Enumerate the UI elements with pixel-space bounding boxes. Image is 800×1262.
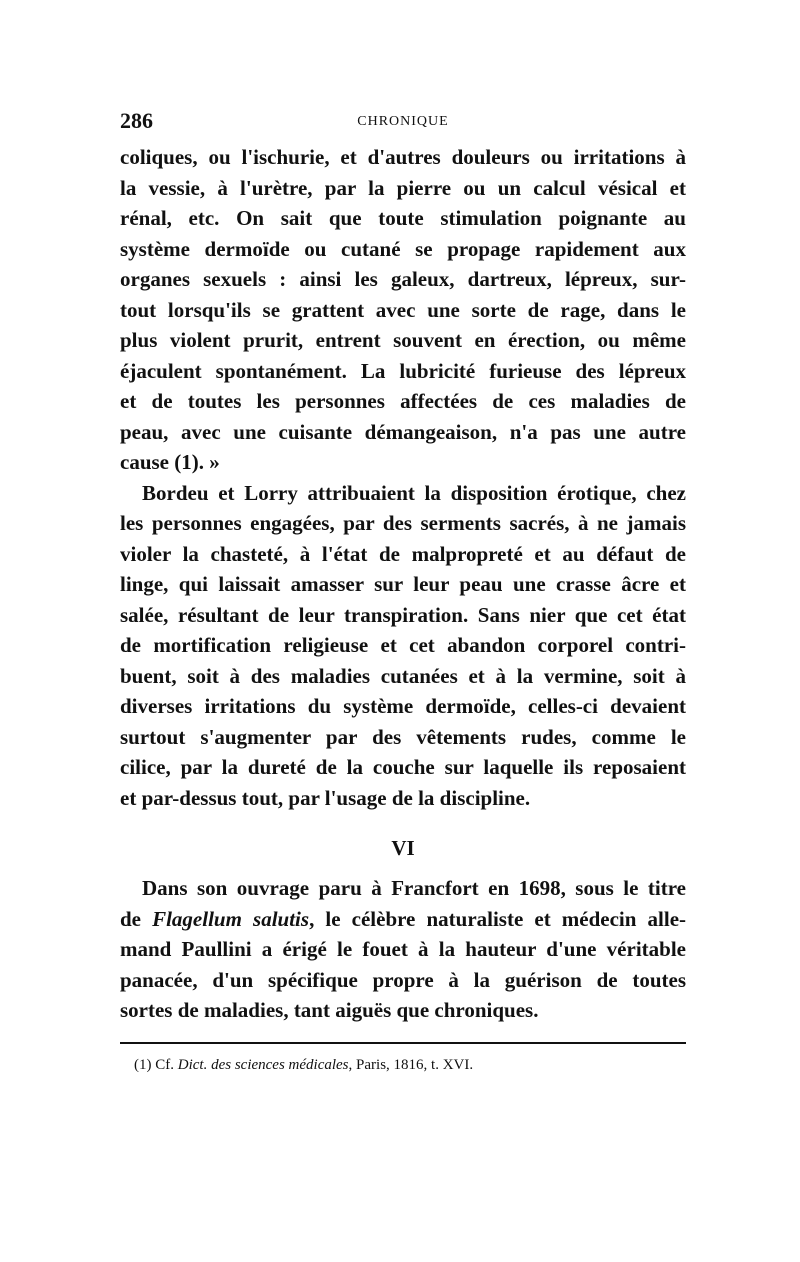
page-number: 286 <box>120 108 153 133</box>
paragraph-2 <box>120 478 686 814</box>
text-line: peau, avec une cuisante démangeaison, n'a pas une autre <box>120 419 686 444</box>
text-line: diverses irritations du système dermoïde, celles-ci devaient <box>120 694 686 718</box>
text-line: éjaculent spontanément. La lubricité furieuse des lépreux <box>120 358 686 383</box>
text-line: linge, qui laissait amasser sur leur peau une crasse âcre et <box>120 572 686 596</box>
section-heading: VI <box>391 836 415 860</box>
page-header <box>120 108 686 142</box>
paragraph-3 <box>120 873 686 1026</box>
text-fragment: , le célèbre naturaliste et médecin alle- <box>309 906 687 931</box>
text-line: salée, résultant de leur transpiration. Sans nier que cet état <box>120 602 686 627</box>
text-fragment: de <box>120 906 153 931</box>
text-line: sortes de maladies, tant aiguës que chroniques. <box>120 998 539 1022</box>
text-line: les personnes engagées, par des serments sacrés, à ne jamais <box>120 511 686 535</box>
text-line: cause (1). » <box>120 450 220 474</box>
text-line: tout lorsqu'ils se grattent avec une sorte de rage, dans le <box>120 297 686 322</box>
text-line: violer la chasteté, à l'état de malpropreté et au défaut de <box>120 541 686 566</box>
footnote-source-title: Dict. des sciences médicales <box>177 1056 349 1073</box>
text-line: coliques, ou l'ischurie, et d'autres douleurs ou irritations à <box>120 145 686 169</box>
document-page <box>120 108 686 1076</box>
paragraph-1 <box>120 142 686 478</box>
book-title: Flagellum salutis <box>152 906 310 931</box>
text-line: de mortification religieuse et cet abandon corporel contri- <box>120 633 686 657</box>
footnote-rule <box>120 1042 686 1044</box>
text-line: surtout s'augmenter par des vêtements rudes, comme le <box>120 724 686 749</box>
text-line: mand Paullini a érigé le fouet à la hauteur d'une véritable <box>120 937 686 961</box>
text-line: rénal, etc. On sait que toute stimulation poignante au <box>120 206 686 230</box>
text-line: buent, soit à des maladies cutanées et à la vermine, soit à <box>120 663 686 688</box>
footnote <box>120 1054 686 1076</box>
footnote-details: , Paris, 1816, t. XVI. <box>348 1056 474 1073</box>
text-line: panacée, d'un spécifique propre à la guérison de toutes <box>120 967 686 992</box>
text-line: et par-dessus tout, par l'usage de la discipline. <box>120 785 531 810</box>
text-line: Dans son ouvrage paru à Francfort en 1698, sous le titre <box>142 876 686 900</box>
text-line: organes sexuels : ainsi les galeux, dartreux, lépreux, sur- <box>120 267 686 291</box>
text-line: système dermoïde ou cutané se propage rapidement aux <box>120 236 686 261</box>
text-line: Bordeu et Lorry attribuaient la disposition érotique, chez <box>142 480 686 505</box>
text-line: et de toutes les personnes affectées de ces maladies de <box>120 389 686 413</box>
running-head: CHRONIQUE <box>357 114 449 129</box>
text-line: la vessie, à l'urètre, par la pierre ou un calcul vésical et <box>120 175 686 200</box>
text-line: plus violent prurit, entrent souvent en érection, ou même <box>120 328 686 352</box>
text-line: cilice, par la dureté de la couche sur laquelle ils reposaient <box>120 755 686 779</box>
text-line <box>120 904 686 935</box>
footnote-marker: (1) Cf. <box>134 1056 178 1073</box>
